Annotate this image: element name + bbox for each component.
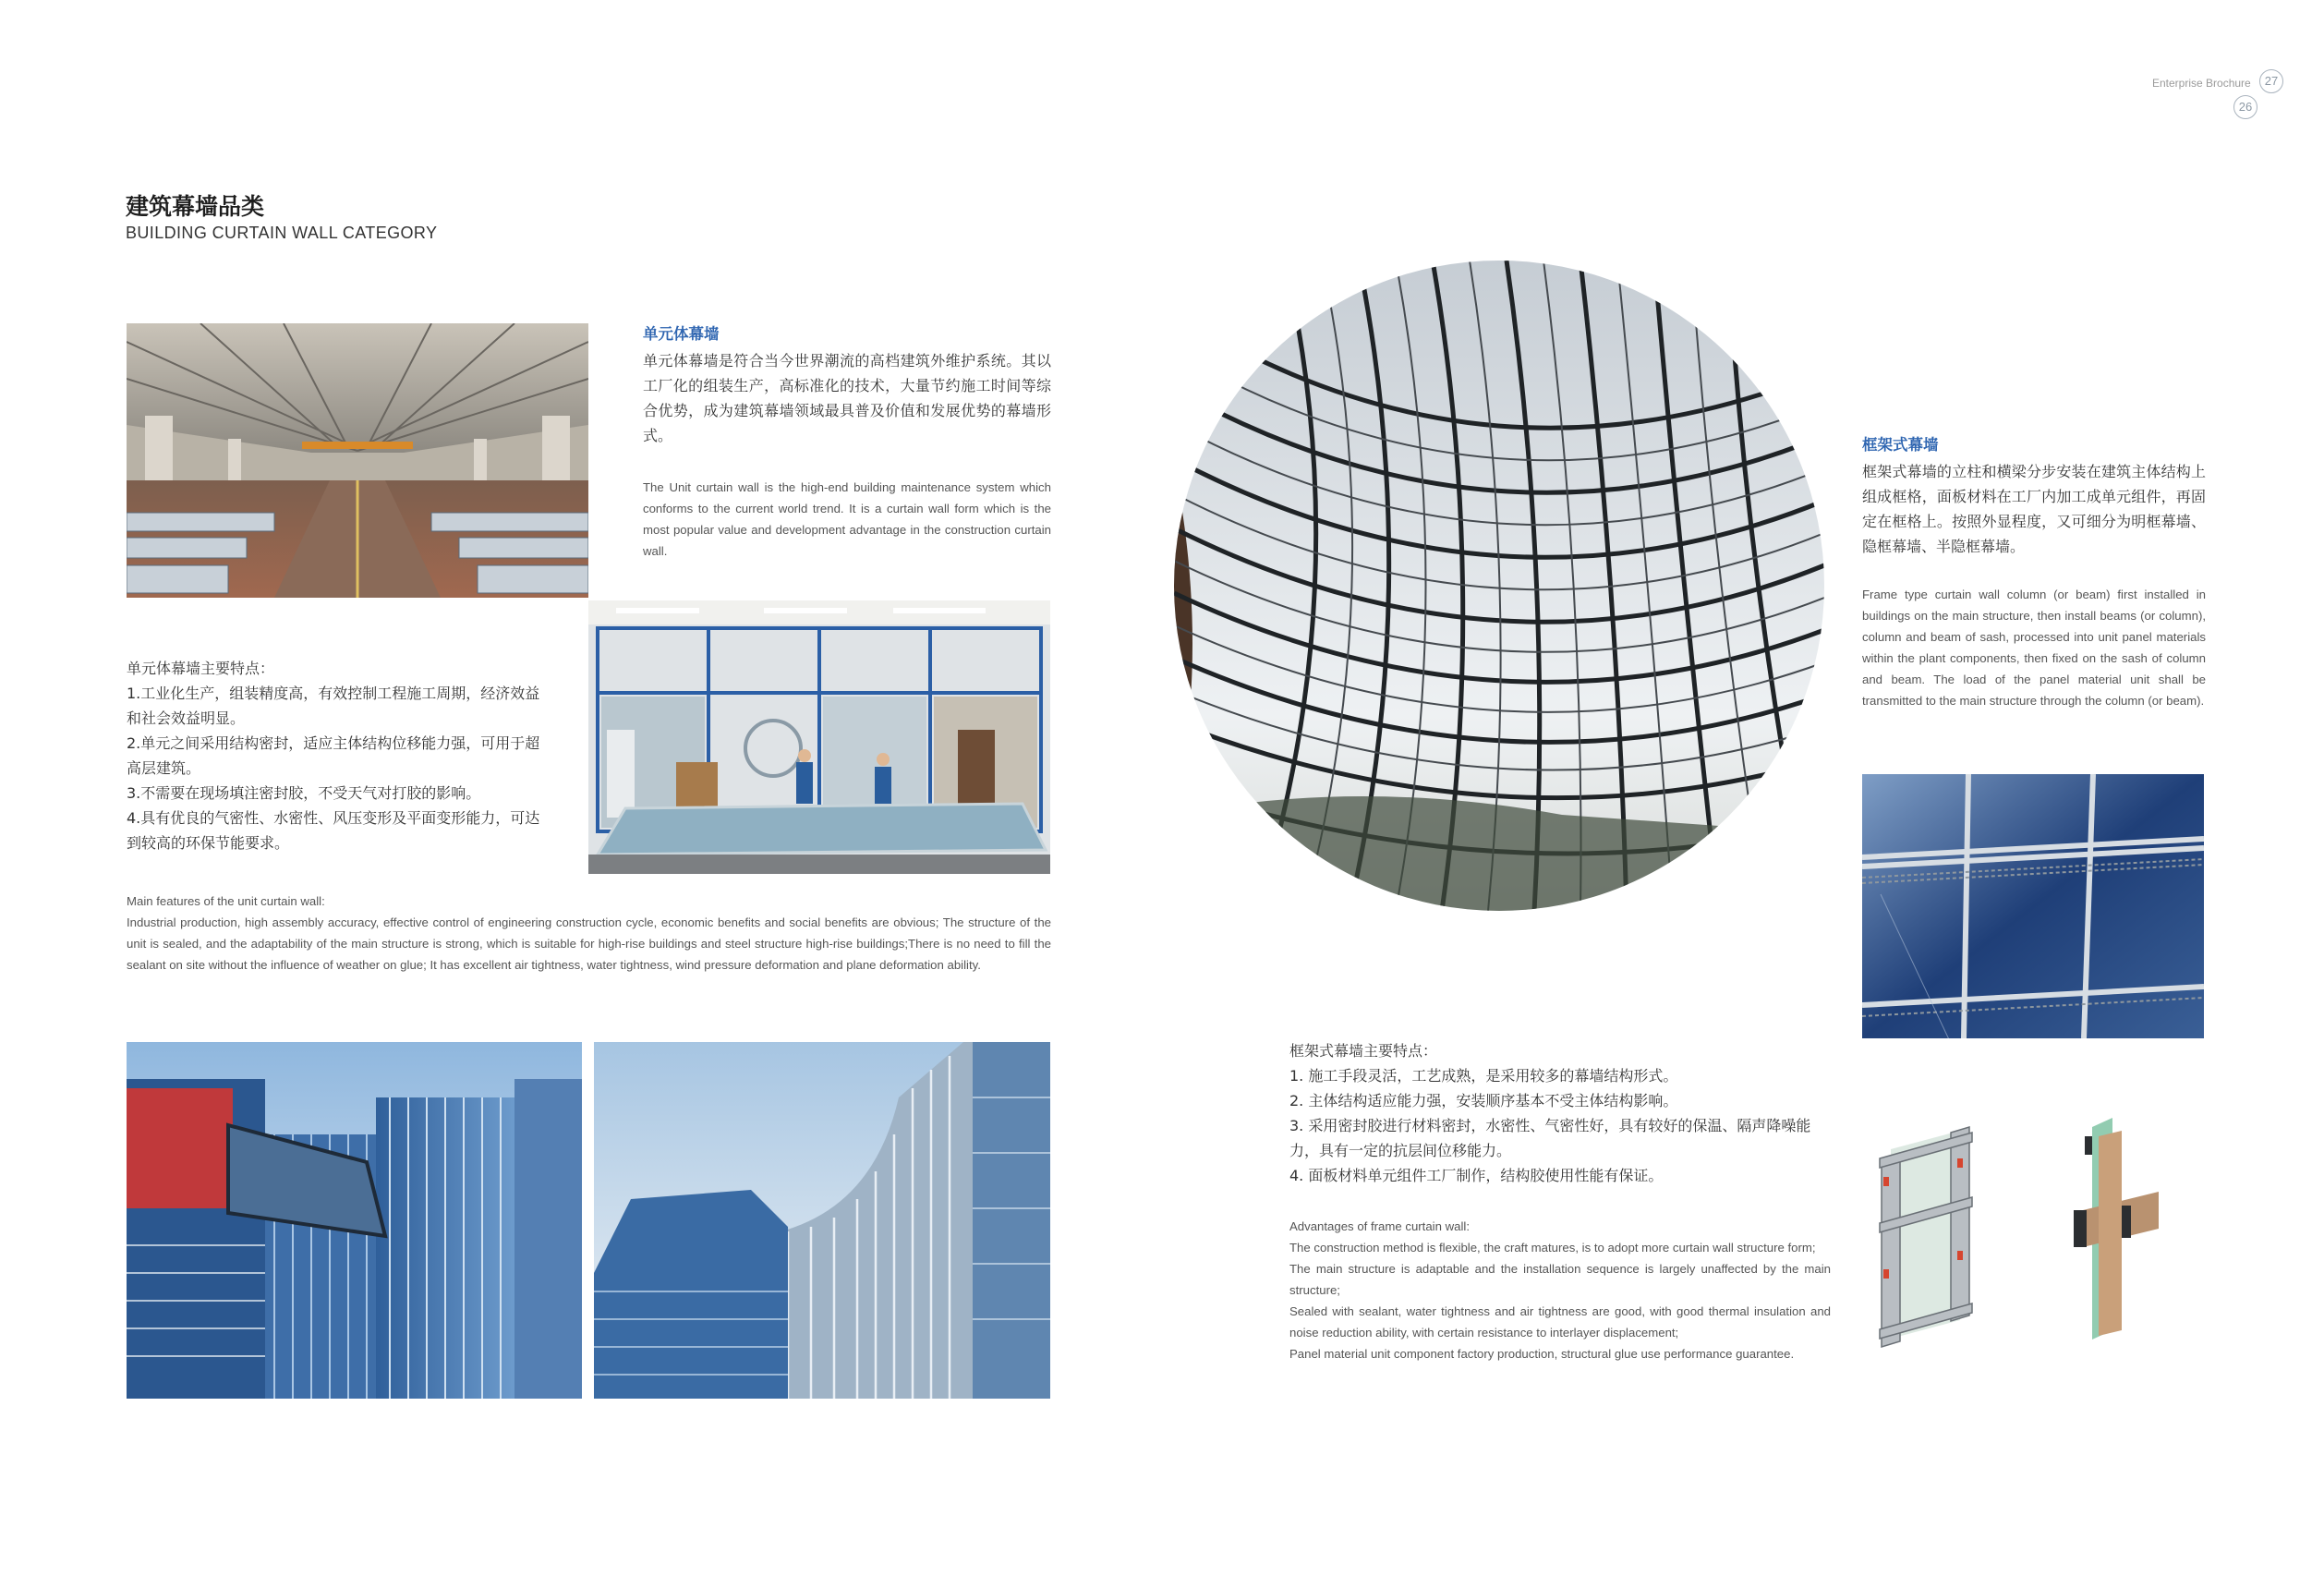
unit-wall-description-en: The Unit curtain wall is the high-end building maintenance system which conforms to the current world trend. It is a curtain wall form which is the most popular value and development advantage in the construction curtain wall. xyxy=(643,480,1051,558)
glass-dome-photo xyxy=(1174,261,1824,911)
workshop-assembly-photo xyxy=(588,600,1050,874)
unit-wall-features-en: Main features of the unit curtain wall: Industrial production, high assembly accuracy, effective control of engineering construction cycle, economic benefits and social benefits are obvious; The structure of the unit is sealed, and the adaptability of the main structure is strong, which is suitable for high-rise buildings and steel structure high-rise buildings;There is no need to fill the sealant on site without the influence of weather on glue; It has excellent air tightness, water tightness, wind pressure deformation and plane deformation ability. xyxy=(127,894,1051,972)
page-title-en: BUILDING CURTAIN WALL CATEGORY xyxy=(126,224,438,242)
factory-hall-photo xyxy=(127,323,588,598)
building-photo-right xyxy=(594,1042,1050,1399)
page-number-left: 26 xyxy=(2233,95,2257,119)
page-number-right: 27 xyxy=(2259,69,2283,93)
glass-facade-detail-photo xyxy=(1862,774,2204,1038)
unit-wall-heading: 单元体幕墙 xyxy=(643,325,720,343)
frame-profile-drawing-right xyxy=(2057,1118,2159,1339)
unit-wall-description-zh: 单元体幕墙是符合当今世界潮流的高档建筑外维护系统。其以工厂化的组装生产，高标准化的技术，大量节约施工时间等综合优势，成为建筑幕墙领域最具普及价值和发展优势的幕墙形式。 xyxy=(643,352,1051,444)
page-title-zh: 建筑幕墙品类 xyxy=(126,193,265,220)
frame-wall-features-zh: 框架式幕墙主要特点： 1. 施工手段灵活，工艺成熟，是采用较多的幕墙结构形式。 2. 主体结构适应能力强，安装顺序基本不受主体结构影响。 3. 采用密封胶进行材料密封，水密性、气密性好，具有较好的保温、隔声降噪能力，具有一定的抗层间位移能力。 4. 面板材料单元组件工厂制作，结构胶使用性能有保证。 xyxy=(1289,1042,1811,1184)
frame-wall-description-en: Frame type curtain wall column (or beam) first installed in buildings on the main structure, then install beams (or column), column and beam of sash, processed into unit panel materials within the plant components, then fixed on the sash of column and beam. The load of the panel material unit shall be transmitted to the main structure through the column (or beam). xyxy=(1862,588,2206,708)
building-photo-left xyxy=(127,1042,582,1399)
unit-wall-features-zh: 单元体幕墙主要特点： 1.工业化生产，组装精度高，有效控制工程施工周期，经济效益和社会效益明显。 2.单元之间采用结构密封，适应主体结构位移能力强，可用于超高层建筑。 3.不需要在现场填注密封胶，不受天气对打胶的影响。 4.具有优良的气密性、水密性、风压变形及平面变形能力，可达到较高的环保节能要求。 xyxy=(127,660,540,852)
frame-profile-drawing-left xyxy=(1872,1121,1981,1349)
frame-wall-description-zh: 框架式幕墙的立柱和横梁分步安装在建筑主体结构上组成框格，面板材料在工厂内加工成单元组件，再固定在框格上。按照外显程度，又可细分为明框幕墙、隐框幕墙、半隐框幕墙。 xyxy=(1862,463,2206,555)
frame-wall-features-en: Advantages of frame curtain wall: The construction method is flexible, the craft matures, is to adopt more curtain wall structure form; The main structure is adaptable and the installation sequence is largely unaffected by the main structure; Sealed with sealant, water tightness and air tightness are good, with good thermal insulation and noise reduction ability, with certain resistance to interlayer displacement; Panel material unit component factory production, structural glue use performance guarantee. xyxy=(1289,1219,1831,1361)
brochure-label: Enterprise Brochure xyxy=(2152,77,2251,90)
frame-wall-heading: 框架式幕墙 xyxy=(1862,436,1939,454)
